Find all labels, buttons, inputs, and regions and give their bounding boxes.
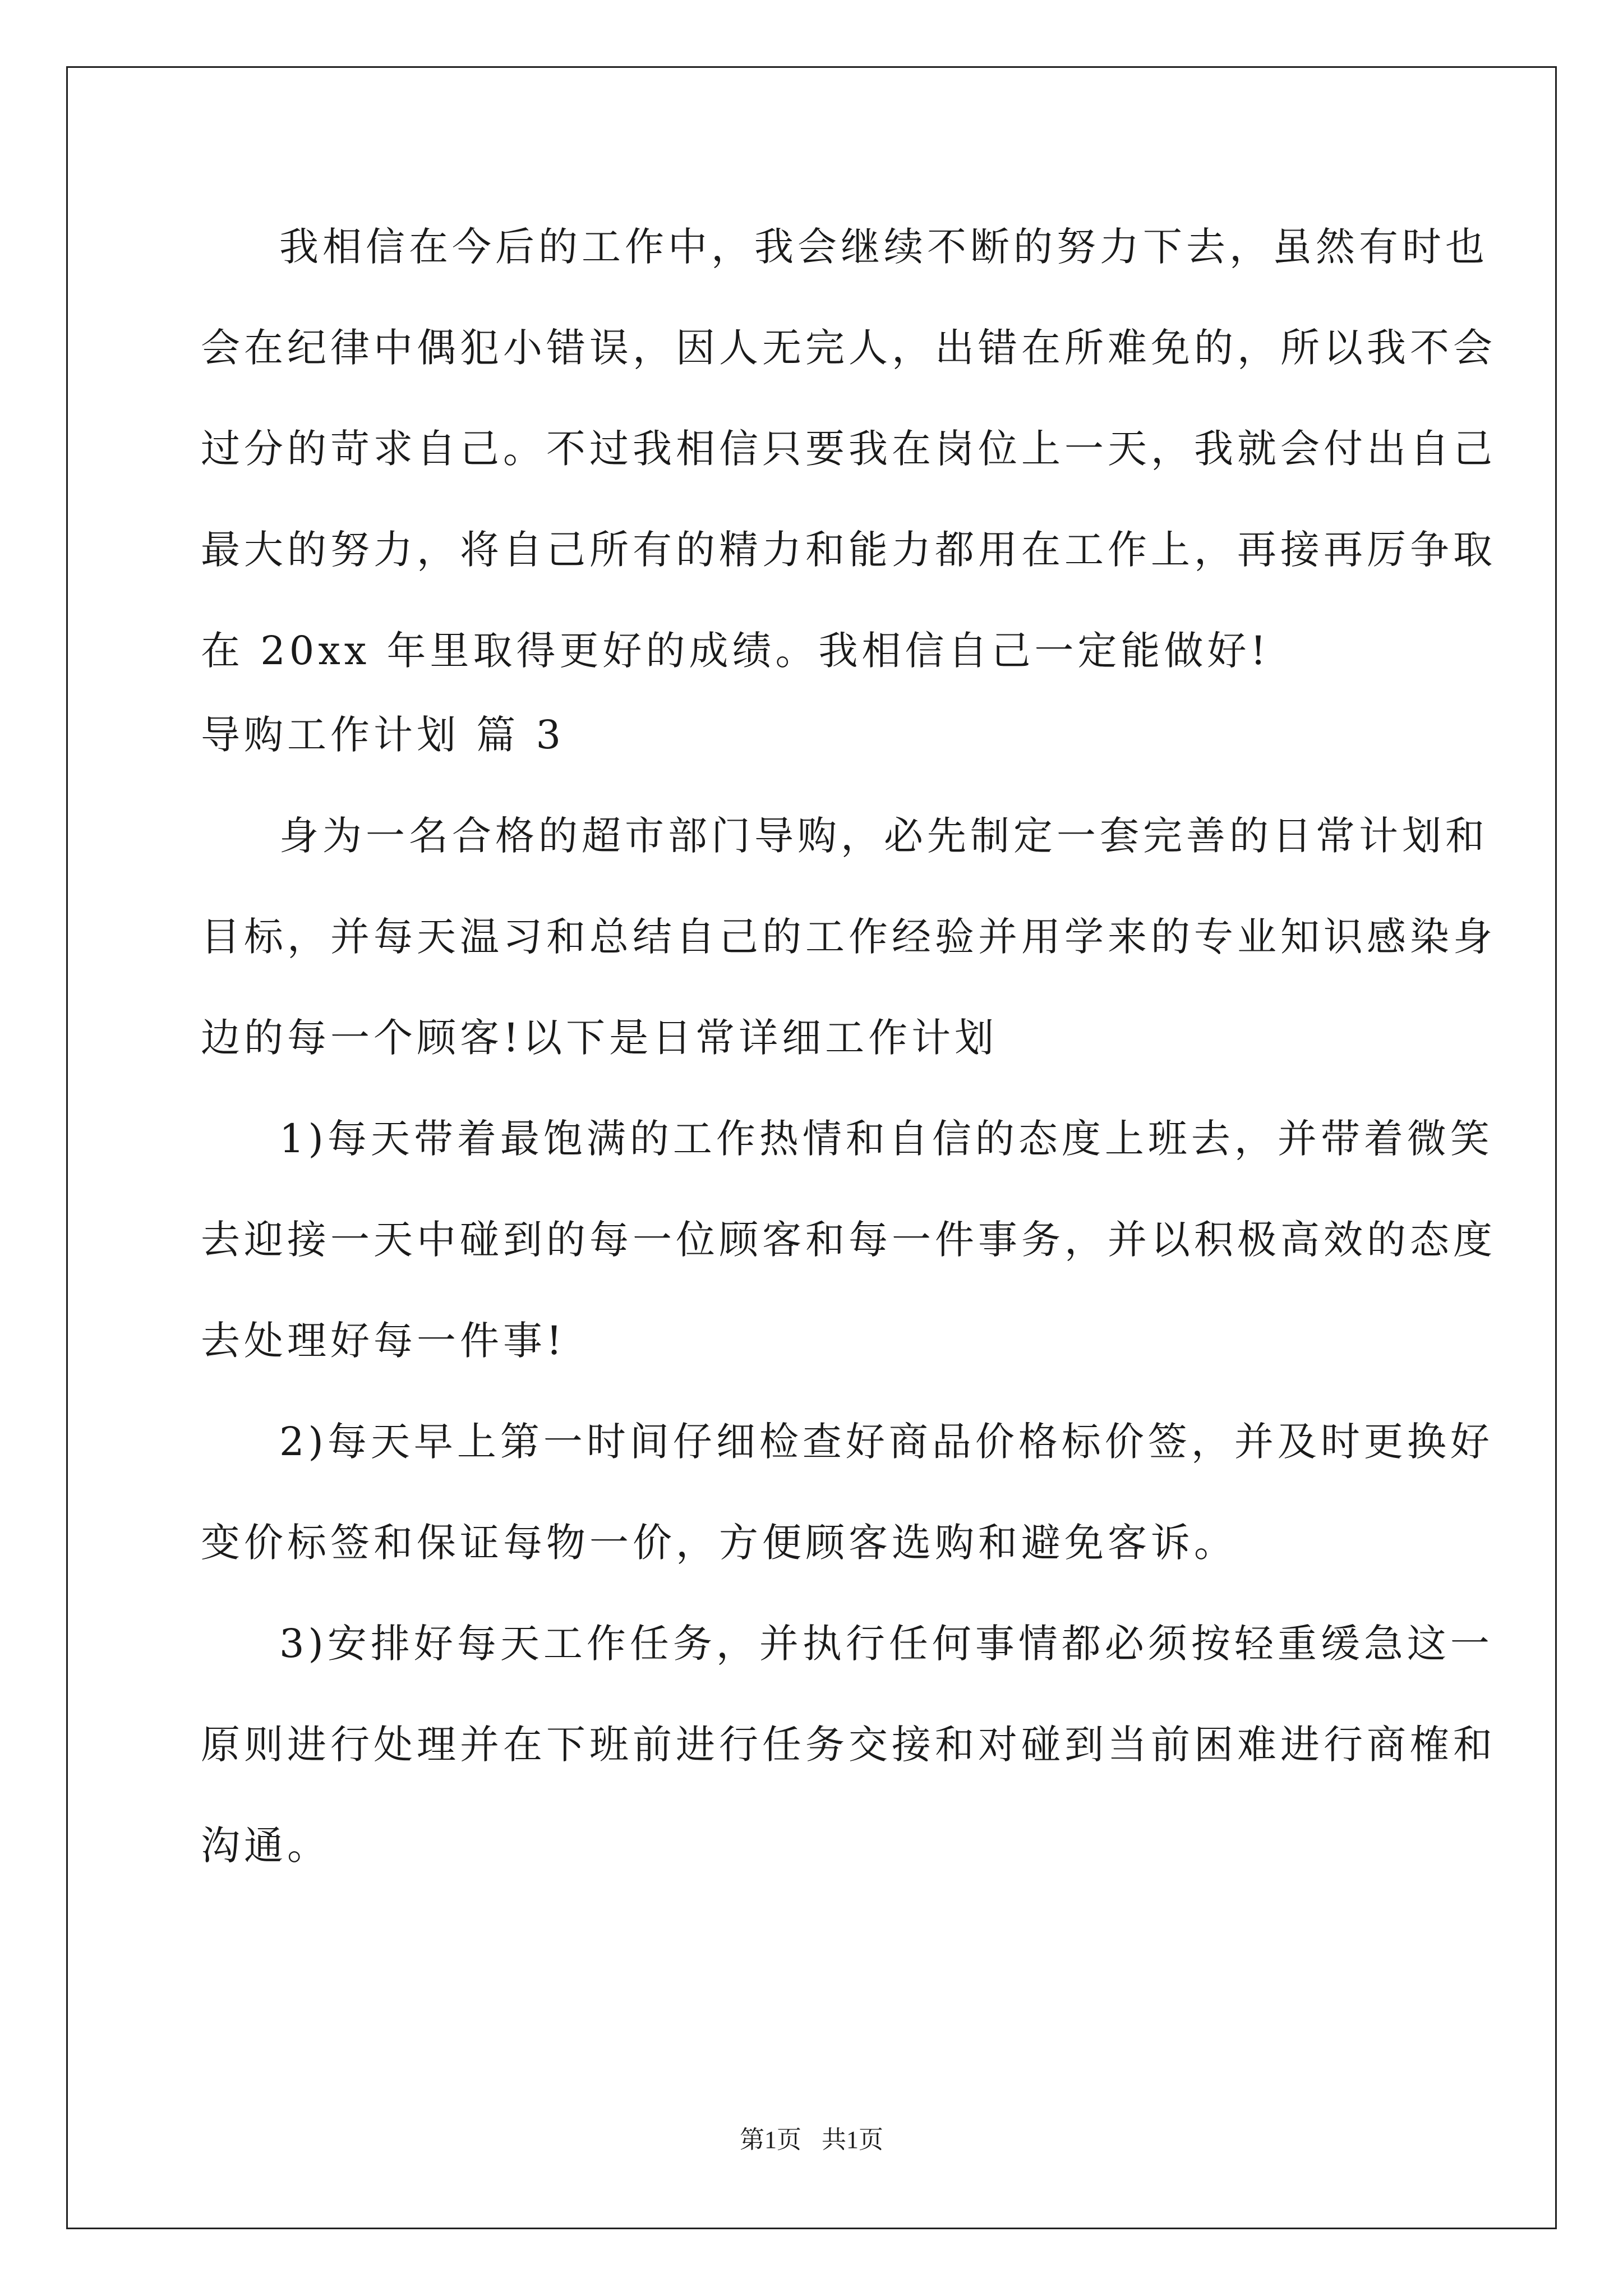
list-item-line: 变价标签和保证每物一价，方便顾客选购和避免客诉。 <box>201 1520 1237 1566</box>
list-item-line: 2)每天早上第一时间仔细检查好商品价格标价签，并及时更换好 <box>279 1419 1493 1465</box>
paragraph-line: 我相信在今后的工作中，我会继续不断的努力下去，虽然有时也 <box>279 224 1488 270</box>
paragraph-line: 过分的苛求自己。不过我相信只要我在岗位上一天，我就会付出自己 <box>201 426 1496 472</box>
list-item-line: 3)安排好每天工作任务，并执行任何事情都必须按轻重缓急这一 <box>279 1621 1493 1667</box>
paragraph-line: 最大的努力，将自己所有的精力和能力都用在工作上，再接再厉争取 <box>201 527 1496 573</box>
page-total: 共1页 <box>822 2126 883 2154</box>
page-footer <box>0 2123 1623 2157</box>
paragraph-line: 目标，并每天温习和总结自己的工作经验并用学来的专业知识感染身 <box>201 914 1496 960</box>
paragraph-line: 边的每一个顾客!以下是日常详细工作计划 <box>201 1015 998 1061</box>
paragraph-line: 在 20xx 年里取得更好的成绩。我相信自己一定能做好! <box>201 628 1270 674</box>
list-item-line: 1)每天带着最饱满的工作热情和自信的态度上班去，并带着微笑 <box>279 1116 1493 1162</box>
section-heading: 导购工作计划 篇 3 <box>201 712 565 758</box>
paragraph-line: 身为一名合格的超市部门导购，必先制定一套完善的日常计划和 <box>279 813 1488 859</box>
paragraph-line: 会在纪律中偶犯小错误，因人无完人，出错在所难免的，所以我不会 <box>201 325 1496 371</box>
page-number: 第1页 <box>740 2126 801 2154</box>
list-item-line: 去迎接一天中碰到的每一位顾客和每一件事务，并以积极高效的态度 <box>201 1217 1496 1263</box>
list-item-line: 去处理好每一件事! <box>201 1318 566 1364</box>
list-item-line: 原则进行处理并在下班前进行任务交接和对碰到当前困难进行商榷和 <box>201 1722 1496 1768</box>
list-item-line: 沟通。 <box>201 1823 330 1869</box>
